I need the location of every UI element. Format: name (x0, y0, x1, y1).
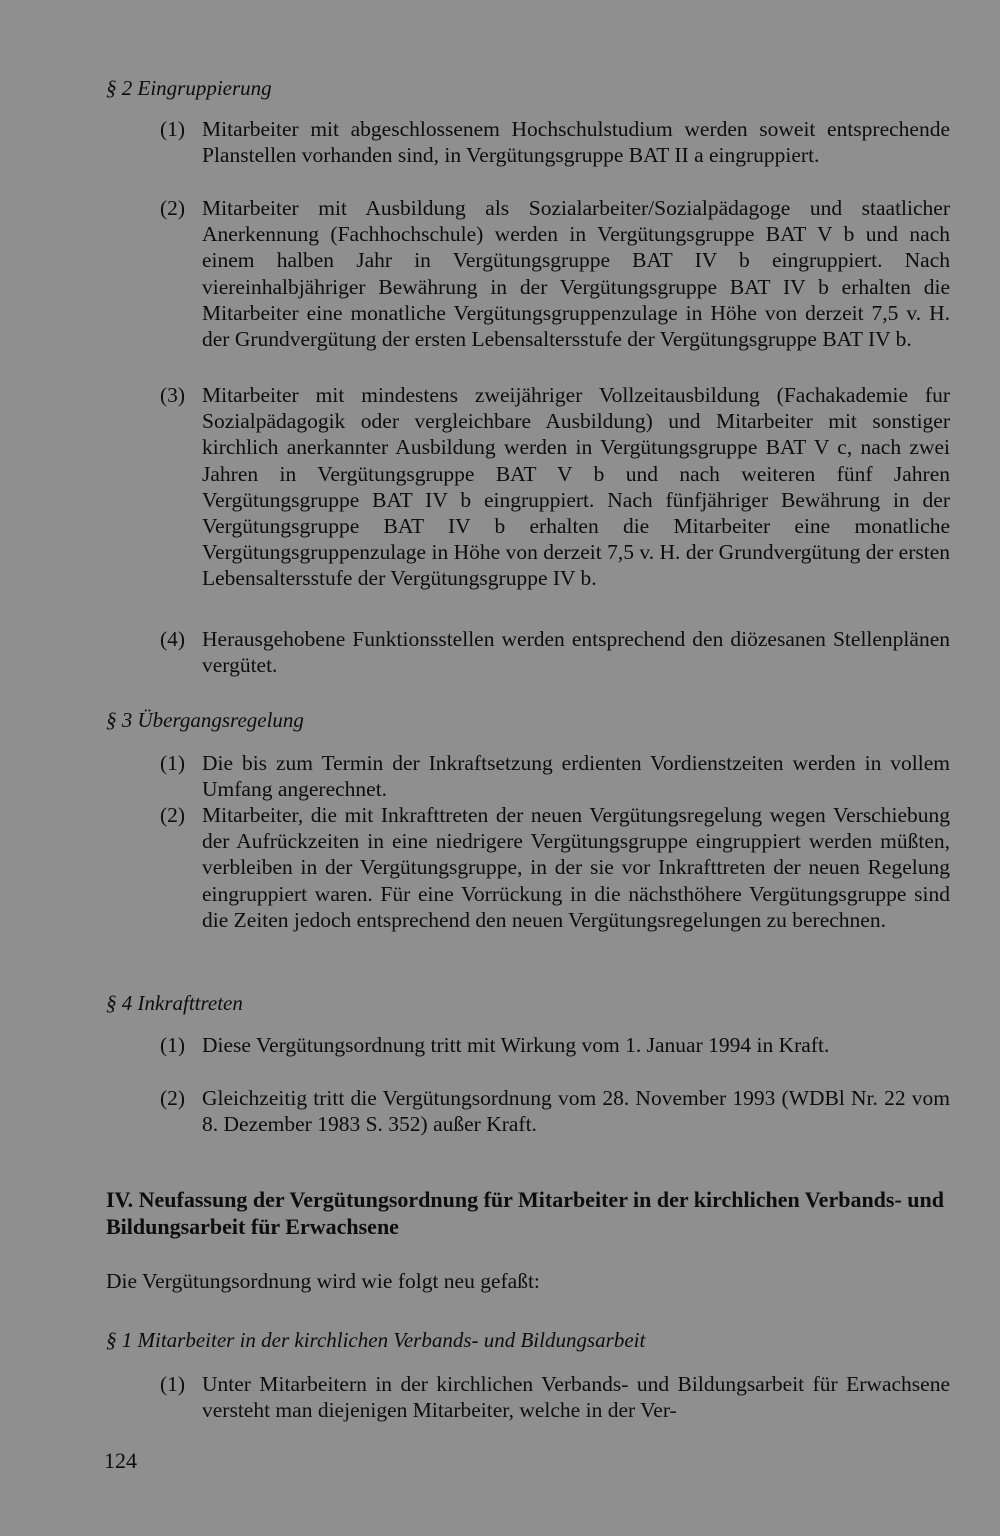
item-text: Mitarbeiter mit abgeschlossenem Hochschulstudium werden soweit entsprechende Planstellen vorhanden sind, in Vergütungsgruppe BAT II a eingruppiert. (202, 117, 950, 168)
paragraph-item (160, 802, 950, 933)
item-text: Die bis zum Termin der Inkraftsetzung erdienten Vordienstzeiten werden in vollem Umfang angerechnet. (202, 751, 950, 802)
paragraph-item (160, 1371, 950, 1423)
section-heading-eingruppierung: § 2 Eingruppierung (106, 76, 272, 100)
item-number: (1) (160, 117, 186, 141)
paragraph-item (160, 116, 950, 168)
paragraph-item (160, 1032, 950, 1058)
page-number: 124 (104, 1448, 137, 1473)
item-number: (2) (160, 803, 186, 827)
section-heading-inkrafttreten: § 4 Inkrafttreten (106, 991, 243, 1015)
paragraph-item (160, 382, 950, 592)
item-text: Mitarbeiter mit mindestens zweijähriger Vollzeitausbildung (Fachakademie fur Sozialpädagogik oder vergleichbare Ausbildung) und Mitarbeiter mit sonstiger kirchlich anerkannter Ausbildung werden in Vergütungsgruppe BAT V c, nach zwei Jahren in Vergütungsgruppe BAT V b und nach weiteren fünf Jahren Vergütungsgruppe BAT IV b eingruppiert. Nach fünfjähriger Bewährung in der Vergütungsgruppe BAT IV b erhalten die Mitarbeiter eine monatliche Vergütungsgruppenzulage in Höhe von derzeit 7,5 v. H. der Grundvergütung der ersten Lebensaltersstufe der Vergütungsgruppe IV b. (202, 383, 950, 591)
item-text: Unter Mitarbeitern in der kirchlichen Verbands- und Bildungsarbeit für Erwachsene versteht man diejenigen Mitarbeiter, welche in der Ver- (202, 1372, 950, 1423)
item-text: Mitarbeiter, die mit Inkrafttreten der neuen Vergütungsregelung wegen Verschiebung der Aufrückzeiten in eine niedrigere Vergütungsgruppe eingruppiert werden müßten, verbleiben in der Vergütungsgruppe, in der sie vor Inkrafttreten der neuen Regelung eingruppiert waren. Für eine Vorrückung in die nächsthöhere Vergütungsgruppe sind die Zeiten jedoch entsprechend den neuen Vergütungsregelungen zu berechnen. (202, 803, 950, 932)
item-number: (2) (160, 196, 186, 220)
item-text: Gleichzeitig tritt die Vergütungsordnung vom 28. November 1993 (WDBl Nr. 22 vom 8. Dezember 1983 S. 352) außer Kraft. (202, 1086, 950, 1137)
item-number: (2) (160, 1086, 186, 1110)
item-number: (3) (160, 383, 186, 407)
item-text: Herausgehobene Funktionsstellen werden entsprechend den diözesanen Stellenplänen vergütet. (202, 627, 950, 678)
section-heading-uebergangsregelung: § 3 Übergangsregelung (106, 708, 304, 732)
item-text: Mitarbeiter mit Ausbildung als Sozialarbeiter/Sozialpädagoge und staatlicher Anerkennung (Fachhochschule) werden in Vergütungsgruppe BAT V b und nach einem halben Jahr in Vergütungsgruppe BAT IV b eingruppiert. Nach viereinhalbjähriger Bewährung in der Vergütungsgruppe BAT IV b erhalten die Mitarbeiter eine monatliche Vergütungsgruppenzulage in Höhe von derzeit 7,5 v. H. der Grundvergütung der ersten Lebensaltersstufe der Vergütungsgruppe BAT IV b. (202, 196, 950, 352)
item-number: (1) (160, 1372, 186, 1396)
paragraph-item (160, 1085, 950, 1137)
paragraph-item (160, 750, 950, 802)
item-number: (1) (160, 1033, 186, 1057)
item-number: (1) (160, 751, 186, 775)
item-number: (4) (160, 627, 186, 651)
intro-paragraph: Die Vergütungsordnung wird wie folgt neu gefaßt: (106, 1269, 540, 1293)
paragraph-item (160, 195, 950, 352)
chapter-heading: IV. Neufassung der Vergütungsordnung für Mitarbeiter in der kirchlichen Verbands- und Bildungsarbeit für Erwachsene (106, 1187, 945, 1239)
item-text: Diese Vergütungsordnung tritt mit Wirkung vom 1. Januar 1994 in Kraft. (202, 1033, 830, 1057)
section-heading-mitarbeiter: § 1 Mitarbeiter in der kirchlichen Verbands- und Bildungsarbeit (106, 1328, 646, 1352)
paragraph-item (160, 626, 950, 678)
